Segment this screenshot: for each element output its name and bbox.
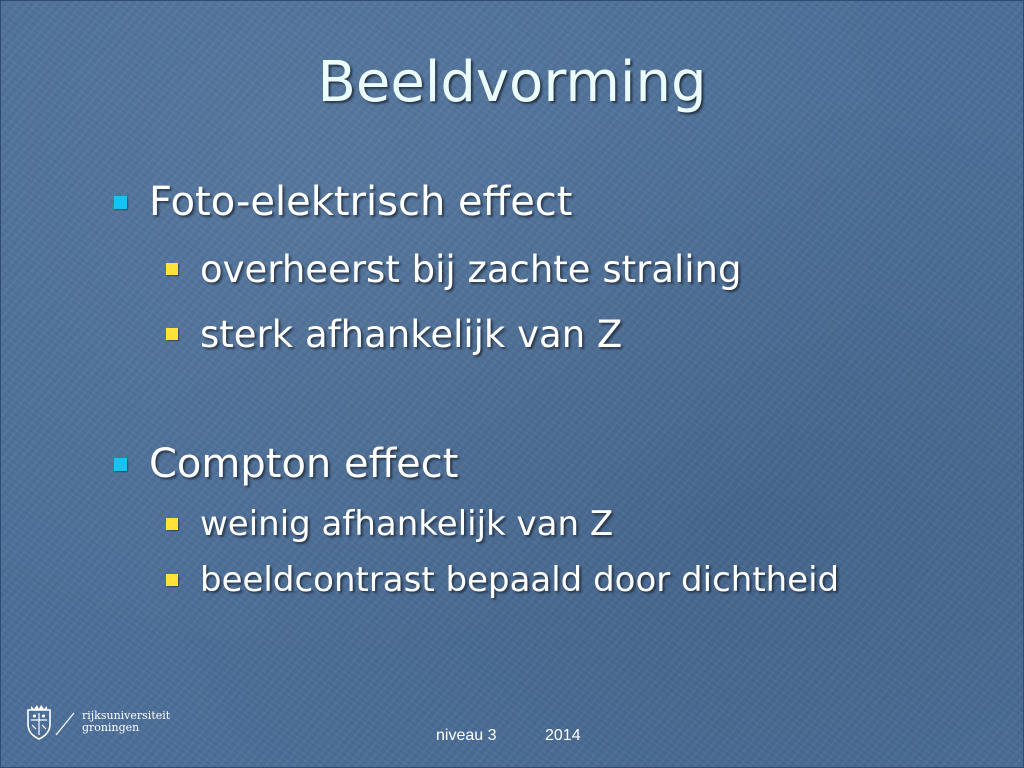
- bullet-item: [114, 178, 572, 226]
- footer-year: 2014: [545, 727, 581, 744]
- sub-bullet-item: [166, 246, 742, 292]
- slash-divider-icon: [52, 707, 78, 737]
- bullet-item: [114, 440, 458, 488]
- logo-line-1: rijksuniversiteit: [82, 709, 171, 722]
- sub-bullet-text: weinig afhankelijk van Z: [200, 504, 614, 544]
- sub-bullet-text: overheerst bij zachte straling: [200, 247, 742, 291]
- university-logo: [26, 704, 170, 740]
- square-bullet-icon: [166, 328, 178, 340]
- sub-bullet-text: sterk afhankelijk van Z: [200, 312, 623, 356]
- footer-level: niveau 3: [436, 727, 497, 744]
- bullet-text: Compton effect: [149, 441, 459, 487]
- logo-line-2: groningen: [82, 721, 140, 734]
- square-bullet-icon: [114, 458, 127, 471]
- square-bullet-icon: [166, 574, 178, 586]
- bullet-text: Foto-elektrisch effect: [149, 179, 573, 225]
- sub-bullet-item: [166, 559, 839, 601]
- sub-bullet-item: [166, 503, 613, 545]
- coat-of-arms-icon: [26, 704, 52, 740]
- square-bullet-icon: [166, 263, 178, 275]
- square-bullet-icon: [166, 518, 178, 530]
- square-bullet-icon: [114, 196, 127, 209]
- sub-bullet-text: beeldcontrast bepaald door dichtheid: [200, 560, 840, 600]
- slide-title: Beeldvorming: [317, 50, 707, 115]
- logo-text: [82, 710, 170, 734]
- sub-bullet-item: [166, 311, 622, 357]
